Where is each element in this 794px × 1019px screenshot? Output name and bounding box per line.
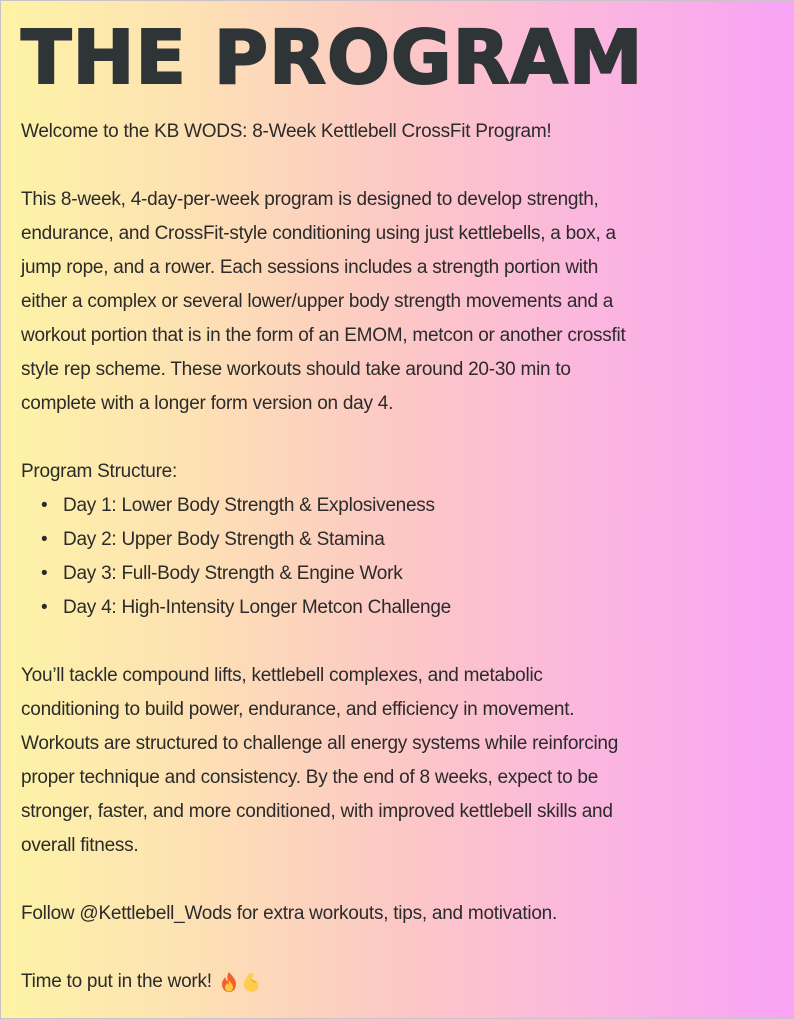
paragraph-gap	[21, 931, 775, 965]
summary-paragraph	[21, 659, 775, 863]
program-body	[21, 115, 775, 999]
intro-line: complete with a longer form version on day 4.	[21, 393, 394, 414]
structure-heading: Program Structure:	[21, 461, 177, 482]
paragraph-gap	[21, 863, 775, 897]
intro-line: jump rope, and a rower. Each sessions includes a strength portion with	[21, 257, 599, 278]
fire-icon	[219, 971, 239, 993]
closing-line	[21, 965, 775, 999]
flexed-biceps-icon	[241, 971, 261, 993]
intro-paragraph	[21, 183, 775, 421]
paragraph-gap	[21, 421, 775, 455]
summary-line: Workouts are structured to challenge all energy systems while reinforcing	[21, 733, 619, 754]
welcome-line: Welcome to the KB WODS: 8-Week Kettlebell CrossFit Program!	[21, 121, 552, 142]
summary-line: proper technique and consistency. By the end of 8 weeks, expect to be	[21, 767, 599, 788]
structure-list	[21, 489, 775, 625]
follow-line: Follow @Kettlebell_Wods for extra workouts, tips, and motivation.	[21, 903, 557, 924]
page-title: THE PROGRAM	[21, 15, 644, 101]
intro-line: This 8-week, 4-day-per-week program is designed to develop strength,	[21, 189, 599, 210]
intro-line: workout portion that is in the form of an EMOM, metcon or another crossfit	[21, 325, 626, 346]
intro-line: endurance, and CrossFit-style conditioning using just kettlebells, a box, a	[21, 223, 616, 244]
paragraph-gap	[21, 149, 775, 183]
summary-line: You’ll tackle compound lifts, kettlebell complexes, and metabolic	[21, 665, 543, 686]
summary-line: overall fitness.	[21, 835, 139, 856]
paragraph-gap	[21, 625, 775, 659]
intro-line: style rep scheme. These workouts should take around 20-30 min to	[21, 359, 571, 380]
intro-line: either a complex or several lower/upper body strength movements and a	[21, 291, 614, 312]
list-item: • Day 3: Full-Body Strength & Engine Work	[21, 557, 775, 591]
list-item: • Day 4: High-Intensity Longer Metcon Challenge	[21, 591, 775, 625]
list-item: • Day 2: Upper Body Strength & Stamina	[21, 523, 775, 557]
list-item: • Day 1: Lower Body Strength & Explosiveness	[21, 489, 775, 523]
summary-line: stronger, faster, and more conditioned, with improved kettlebell skills and	[21, 801, 613, 822]
summary-line: conditioning to build power, endurance, and efficiency in movement.	[21, 699, 575, 720]
closing-text: Time to put in the work!	[21, 971, 212, 992]
